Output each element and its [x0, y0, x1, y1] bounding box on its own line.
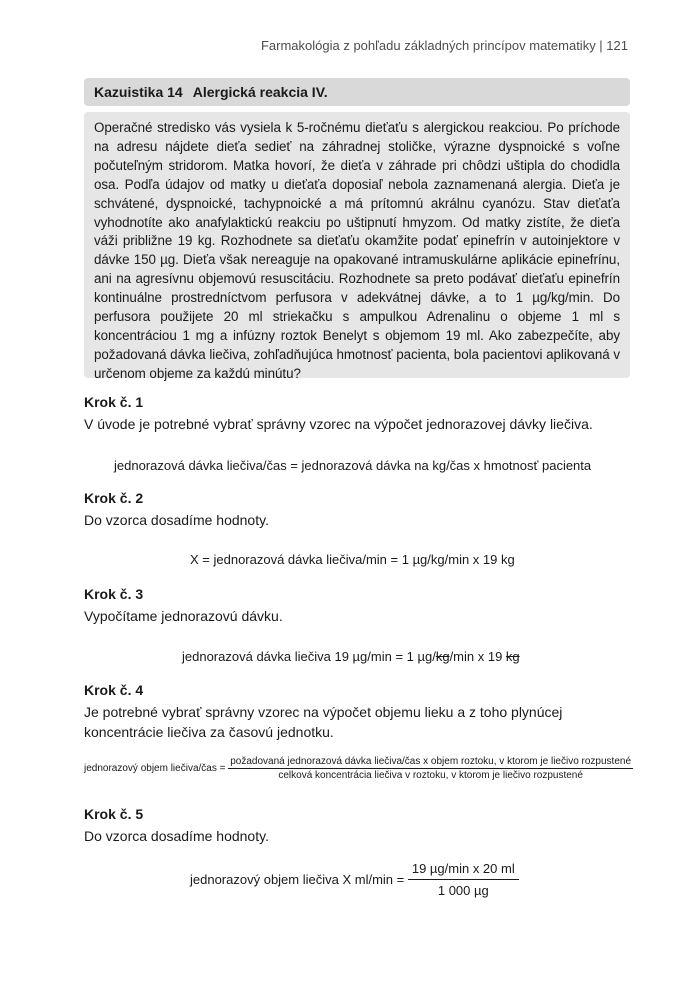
step-4-text: Je potrebné vybrať správny vzorec na výpočet objemu lieku a z toho plynúcej koncentrácie liečiva za časovú jednotku.	[84, 704, 563, 740]
case-description: Operačné stredisko vás vysiela k 5-ročnému dieťaťu s alergickou reakciou. Po príchode na adresu nájdete dieťa sedieť na záhradnej stoličke, výrazne dyspnoické s voľne počuteľným stridorom. Matka hovorí, že dieťa v záhrade pri chôdzi uštipla do chodidla osa. Podľa údajov od matky u dieťaťa doposiaľ nebola zaznamenaná alergia. Dieťa je schvátené, dyspnoické, tachypnoické a má prítomnú akrálnu cyanózu. Stav dieťaťa vyhodnotíte ako anafylaktickú reakciu po uštipnutí hmyzom. Od matky zistíte, že dieťa váži približne 19 kg. Rozhodnete sa dieťaťu okamžite podať epinefrín v autoinjektore v dávke 150 µg. Dieťa však nereaguje na opakované intramuskulárne aplikácie epinefrínu, ani na agresívnu objemovú resuscitáciu. Rozhodnete sa preto podávať dieťaťu epinefrín kontinuálne prostredníctvom perfusora v adekvátnej dávke, a to 1 µg/kg/min. Do perfusora použijete 20 ml striekačku s ampulkou Adrenalinu o objeme 1 ml s koncentráciou 1 mg a infúzny roztok Benelyt s objemom 19 ml. Ako zabezpečíte, aby požadovaná dávka liečiva, zohľadňujúca hmotnosť pacienta, bola pacientovi aplikovaná v určenom objeme za každú minútu?	[94, 120, 620, 381]
step-4-numerator: požadovaná jednorazová dávka liečiva/čas x objem roztoku, v ktorom je liečivo rozpustené	[230, 756, 632, 767]
case-label: Kazuistika 14	[94, 84, 183, 100]
case-description-box	[84, 112, 630, 381]
step-2-formula: X = jednorazová dávka liečiva/min = 1 µg/kg/min x 19 kg	[190, 552, 515, 567]
step-5-text: Do vzorca dosadíme hodnoty.	[84, 828, 269, 844]
step-3-formula-part-a: jednorazová dávka liečiva 19 µg/min = 1 µg/	[182, 649, 436, 664]
step-4-heading: Krok č. 4	[84, 682, 144, 698]
step-3-heading: Krok č. 3	[84, 586, 144, 602]
case-title-bar	[84, 78, 630, 106]
step-5-fraction	[408, 858, 519, 901]
step-2-heading: Krok č. 2	[84, 490, 144, 506]
step-3-formula	[182, 649, 520, 664]
step-5-heading: Krok č. 5	[84, 806, 144, 822]
step-5-denominator: 1 000 µg	[437, 883, 489, 898]
step-3-cancelled-unit: kg	[505, 649, 520, 664]
step-5-numerator: 19 µg/min x 20 ml	[408, 858, 519, 880]
running-header: Farmakológia z pohľadu základných princípov matematiky | 121	[260, 38, 628, 53]
step-4-formula-lhs: jednorazový objem liečiva/čas =	[84, 763, 226, 774]
step-3-text: Vypočítame jednorazovú dávku.	[84, 608, 283, 624]
step-3-cancelled-unit: kg	[435, 649, 450, 664]
step-5-formula	[190, 858, 519, 901]
step-4-formula	[84, 755, 633, 782]
step-4-denominator: celková koncentrácia liečiva v roztoku, v ktorom je liečivo rozpustené	[278, 770, 583, 781]
step-3-formula-part-b: /min x 19	[449, 649, 506, 664]
step-1-heading: Krok č. 1	[84, 394, 144, 410]
case-title: Alergická reakcia IV.	[192, 84, 328, 100]
step-1-text: V úvode je potrebné vybrať správny vzorec na výpočet jednorazovej dávky liečiva.	[84, 416, 593, 432]
step-5-formula-lhs: jednorazový objem liečiva X ml/min =	[190, 872, 405, 887]
step-1-formula: jednorazová dávka liečiva/čas = jednorazová dávka na kg/čas x hmotnosť pacienta	[114, 458, 592, 473]
step-2-text: Do vzorca dosadíme hodnoty.	[84, 512, 269, 528]
step-4-fraction	[228, 755, 633, 782]
